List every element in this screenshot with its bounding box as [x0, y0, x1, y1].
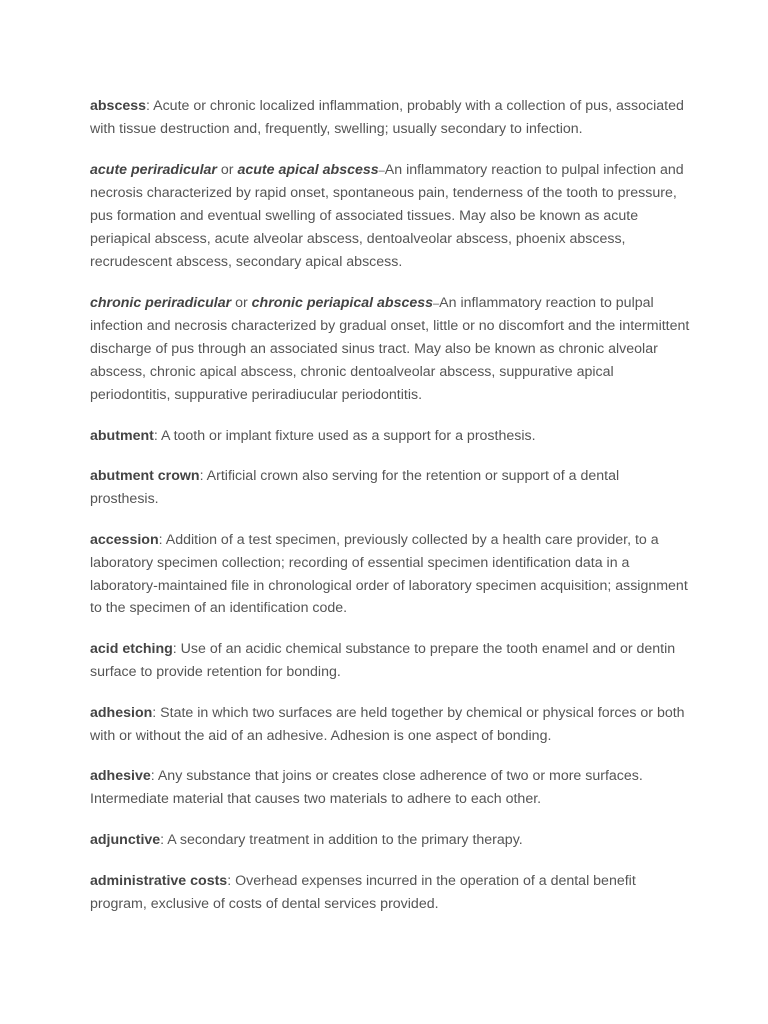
entry-term-alt: acute apical abscess [237, 161, 379, 178]
entry-definition: : Overhead expenses incurred in the operation of a dental benefit program, exclusive of costs of dental services provided. [90, 872, 636, 912]
entry-connector: or [216, 161, 238, 178]
entry-term: accession [90, 531, 159, 548]
entry-term: chronic periradicular [90, 294, 232, 311]
glossary-page [90, 95, 690, 933]
entry-term: adhesion [90, 704, 153, 721]
glossary-entry-chronic-periradicular [90, 292, 690, 407]
glossary-entry-adhesive [90, 765, 690, 811]
entry-definition: : Use of an acidic chemical substance to prepare the tooth enamel and or dentin surface to provide retention for bonding. [90, 641, 676, 680]
entry-definition: An inflammatory reaction to pulpal infection and necrosis characterized by rapid onset, spontaneous pain, tenderness of the tooth to pressure, pus formation and eventual swelling of associated tissues. May also be known as acute periapical abscess, acute alveolar abscess, dentoalveolar abscess, phoenix abscess, recrudescent abscess, secondary apical abscess. [90, 161, 684, 270]
glossary-entry-administrative-costs [90, 870, 690, 916]
glossary-entry-acute-periradicular [90, 159, 690, 274]
entry-term: administrative costs [90, 872, 228, 889]
glossary-entry-abscess [90, 95, 690, 141]
entry-connector: or [231, 294, 252, 311]
entry-definition: : Artificial crown also serving for the retention or support of a dental prosthesis. [90, 468, 620, 508]
entry-term: adhesive [90, 768, 151, 785]
entry-definition: : A tooth or implant fixture used as a support for a prosthesis. [153, 427, 536, 444]
entry-term: abutment [90, 427, 154, 444]
glossary-entry-adhesion [90, 702, 690, 748]
entry-term-alt: chronic periapical abscess [251, 294, 434, 311]
entry-definition: : A secondary treatment in addition to the primary therapy. [160, 831, 523, 848]
glossary-entry-adjunctive [90, 829, 690, 852]
entry-term: adjunctive [90, 831, 161, 848]
entry-definition: : State in which two surfaces are held together by chemical or physical forces or both with or without the aid of an adhesive. Adhesion is one aspect of bonding. [90, 704, 685, 744]
glossary-entry-abutment-crown [90, 465, 690, 511]
entry-definition: : Any substance that joins or creates close adherence of two or more surfaces. Intermediate material that causes two materials to adhere to each other. [90, 768, 643, 808]
entry-term: abscess [90, 98, 147, 114]
entry-definition: An inflammatory reaction to pulpal infection and necrosis characterized by gradual onset, little or no discomfort and the intermittent discharge of pus through an associated sinus tract. May also be known as chronic alveolar abscess, chronic apical abscess, chronic dentoalveolar abscess, suppurative apical periodontitis, suppurative periradiucular periodontitis. [90, 294, 690, 403]
entry-definition: : Acute or chronic localized inflammation, probably with a collection of pus, associated with tissue destruction and, frequently, swelling; usually secondary to infection. [90, 98, 684, 137]
entry-dash: – [378, 164, 385, 177]
entry-term: acute periradicular [90, 161, 217, 178]
entry-dash: – [433, 297, 440, 310]
entry-term: acid etching [90, 641, 173, 658]
glossary-entry-abutment [90, 425, 690, 448]
glossary-entry-accession [90, 529, 690, 620]
glossary-entry-acid-etching [90, 638, 690, 684]
entry-definition: : Addition of a test specimen, previously collected by a health care provider, to a laboratory specimen collection; recording of essential specimen identification data in a laboratory-maintained file in chronological order of laboratory specimen acquisition; assignment to the specimen of an identification code. [90, 531, 688, 617]
entry-term: abutment crown [90, 468, 200, 485]
